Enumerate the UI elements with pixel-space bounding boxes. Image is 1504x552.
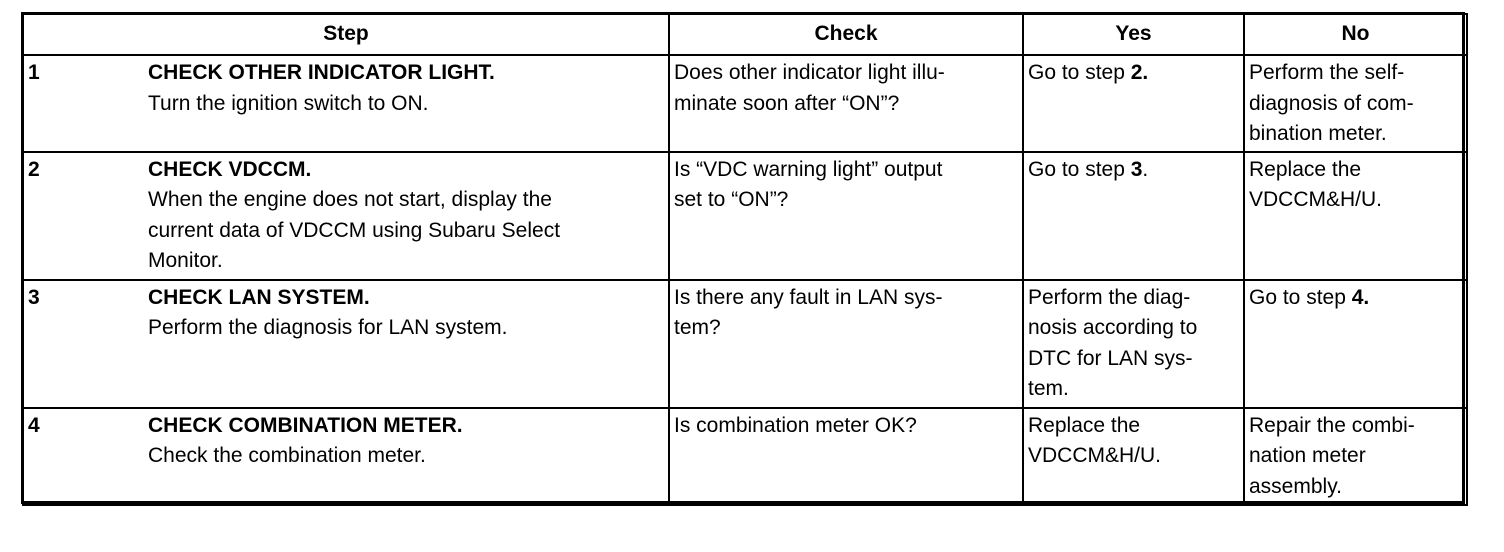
step-text: Check the combination meter. bbox=[148, 444, 426, 467]
no-cell bbox=[1244, 152, 1467, 280]
no-cell bbox=[1244, 280, 1467, 408]
no-step-ref: 4. bbox=[1351, 285, 1370, 309]
table-row bbox=[23, 55, 1467, 152]
check-cell bbox=[669, 280, 1023, 408]
step-title: CHECK VDCCM. bbox=[148, 157, 312, 181]
step-cell bbox=[23, 55, 669, 152]
check-cell bbox=[669, 55, 1023, 152]
yes-step-ref: 3 bbox=[1130, 157, 1143, 181]
no-cell bbox=[1244, 55, 1467, 152]
yes-step-ref: 2. bbox=[1130, 61, 1149, 84]
yes-cell bbox=[1023, 408, 1244, 505]
header-no: No bbox=[1244, 14, 1467, 55]
no-text: Replace the VDCCM&H/U. bbox=[1249, 157, 1383, 211]
step-cell bbox=[23, 408, 669, 505]
yes-prefix: Go to step bbox=[1028, 157, 1131, 181]
yes-text: Perform the diag- nosis according to DTC for LAN sys- tem. bbox=[1028, 285, 1198, 400]
no-cell bbox=[1244, 408, 1467, 505]
table-row bbox=[23, 152, 1467, 280]
header-step: Step bbox=[23, 14, 669, 55]
yes-prefix: Go to step bbox=[1028, 61, 1131, 84]
step-text: Perform the diagnosis for LAN system. bbox=[148, 316, 508, 339]
step-cell bbox=[23, 280, 669, 408]
table-row bbox=[23, 408, 1467, 505]
check-text: Is “VDC warning light” output set to “ON”? bbox=[674, 157, 943, 211]
yes-text: Replace the VDCCM&H/U. bbox=[1028, 413, 1162, 467]
step-title: CHECK OTHER INDICATOR LIGHT. bbox=[148, 61, 495, 84]
header-row bbox=[23, 14, 1467, 55]
check-cell bbox=[669, 408, 1023, 505]
diagnosis-table bbox=[22, 13, 1468, 506]
check-cell bbox=[669, 152, 1023, 280]
step-title: CHECK COMBINATION METER. bbox=[148, 413, 463, 437]
yes-cell bbox=[1023, 280, 1244, 408]
step-number: 3 bbox=[28, 285, 40, 309]
yes-cell bbox=[1023, 55, 1244, 152]
step-title: CHECK LAN SYSTEM. bbox=[148, 285, 370, 309]
header-yes: Yes bbox=[1023, 14, 1244, 55]
step-text: When the engine does not start, display the current data of VDCCM using Subaru Select Monitor. bbox=[148, 188, 561, 272]
step-number: 4 bbox=[28, 413, 40, 437]
no-text: Perform the self- diagnosis of com- bination meter. bbox=[1249, 61, 1414, 145]
no-text: Repair the combi- nation meter assembly. bbox=[1249, 413, 1415, 498]
check-text: Is combination meter OK? bbox=[674, 413, 917, 437]
check-text: Does other indicator light illu- minate soon after “ON”? bbox=[674, 61, 945, 115]
step-text: Turn the ignition switch to ON. bbox=[148, 91, 429, 115]
step-cell bbox=[23, 152, 669, 280]
table-row bbox=[23, 280, 1467, 408]
step-number: 1 bbox=[28, 61, 40, 84]
header-check: Check bbox=[669, 14, 1023, 55]
yes-cell bbox=[1023, 152, 1244, 280]
no-prefix: Go to step bbox=[1249, 285, 1352, 309]
yes-suffix: . bbox=[1142, 157, 1149, 181]
step-number: 2 bbox=[28, 157, 40, 181]
check-text: Is there any fault in LAN sys- tem? bbox=[674, 285, 943, 339]
